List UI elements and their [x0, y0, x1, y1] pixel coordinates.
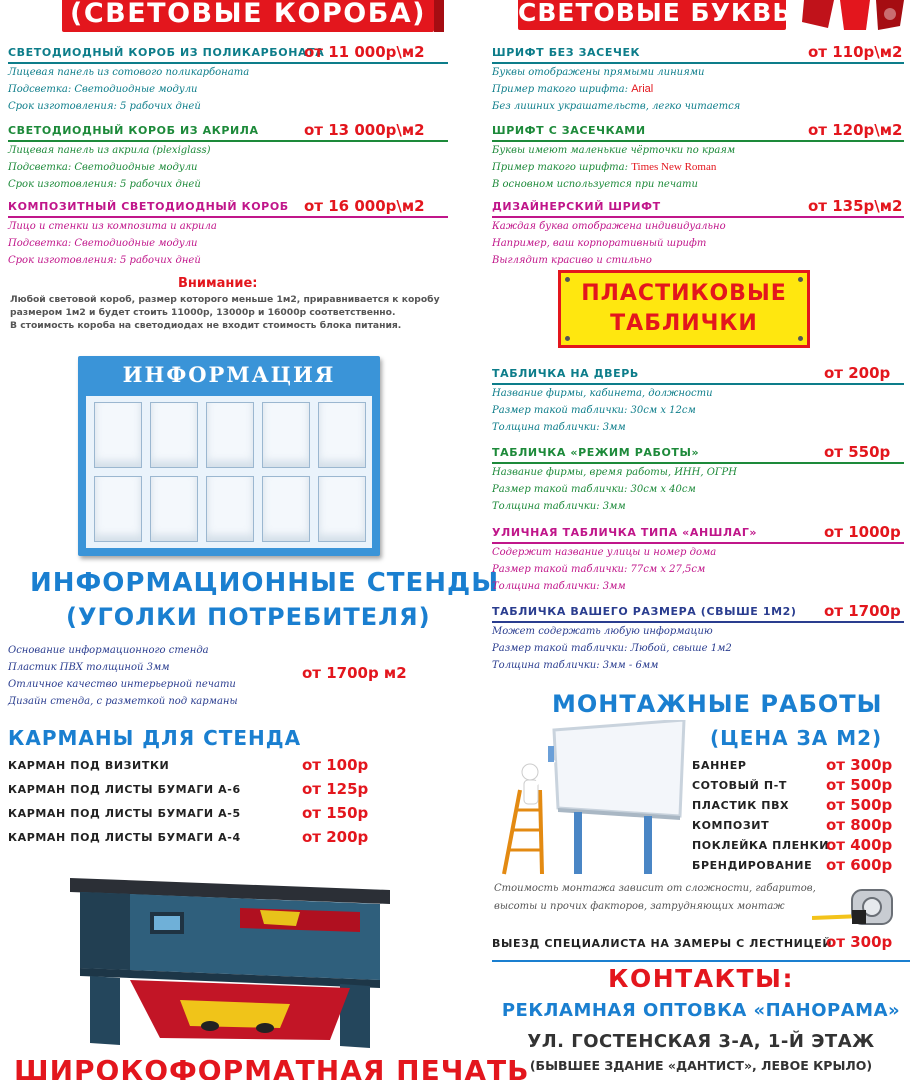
- note-line: Стоимость монтажа зависит от сложности, габаритов,: [494, 883, 816, 894]
- item-line: Лицо и стенки из композита и акрила: [8, 221, 217, 232]
- letter-item-serif: [492, 121, 904, 193]
- banner-shadow: [434, 0, 444, 32]
- mounting-price: от 500р: [826, 776, 893, 794]
- mounting-price-list: [692, 756, 912, 886]
- item-price: от 550р: [824, 443, 891, 461]
- item-line: Название фирмы, кабинета, должности: [492, 388, 713, 399]
- info-stands-heading: ИНФОРМАЦИОННЫЕ СТЕНДЫ: [30, 568, 500, 598]
- contacts-address: УЛ. ГОСТЕНСКАЯ 3-А, 1-Й ЭТАЖ: [527, 1031, 875, 1052]
- item-line: Толщина таблички: 3мм: [492, 501, 626, 512]
- plastic-plates-sign-line: ПЛАСТИКОВЫЕ: [581, 281, 787, 306]
- item-title: ШРИФТ С ЗАСЕЧКАМИ: [492, 124, 646, 137]
- info-board-panel: [86, 396, 372, 548]
- plate-item-custom: [492, 602, 904, 674]
- stand-line: Основание информационного стенда: [8, 645, 209, 656]
- item-line: Размер такой таблички: 30см х 12см: [492, 405, 696, 416]
- mounting-subheading: (ЦЕНА ЗА М2): [710, 726, 883, 750]
- contacts-address-note: (БЫВШЕЕ ЗДАНИЕ «ДАНТИСТ», ЛЕВОЕ КРЫЛО): [529, 1058, 873, 1073]
- item-line: Подсветка: Светодиодные модули: [8, 162, 198, 173]
- mounting-name: КОМПОЗИТ: [692, 819, 770, 832]
- mounting-price: от 600р: [826, 856, 893, 874]
- measurement-visit-label: ВЫЕЗД СПЕЦИАЛИСТА НА ЗАМЕРЫ С ЛЕСТНИЦЕЙ: [492, 937, 833, 950]
- screw-icon: [798, 277, 803, 282]
- item-line: Размер такой таблички: 77см х 27,5см: [492, 564, 706, 575]
- pocket-name: КАРМАН ПОД ЛИСТЫ БУМАГИ А-4: [8, 831, 241, 844]
- attention-line: размером 1м2 и будет стоить 11000р, 13000р и 16000р соответственно.: [10, 307, 396, 318]
- info-stands-subheading: (УГОЛКИ ПОТРЕБИТЕЛЯ): [66, 603, 431, 631]
- light-boxes-banner: [62, 0, 434, 32]
- item-line: [492, 81, 904, 98]
- item-line: Может содержать любую информацию: [492, 626, 713, 637]
- attention-line: Любой световой короб, размер которого меньше 1м2, приравнивается к коробу: [10, 294, 440, 305]
- item-price: от 11 000р\м2: [304, 43, 425, 61]
- attention-line: В стоимость короба на светодиодах не входит стоимость блока питания.: [10, 320, 402, 331]
- pocket-price: от 200р: [302, 828, 369, 846]
- item-line: Размер такой таблички: 30см х 40см: [492, 484, 696, 495]
- item-line: Толщина таблички: 3мм - 6мм: [492, 660, 659, 671]
- contacts-title: КОНТАКТЫ:: [608, 964, 794, 993]
- item-line: Срок изготовления: 5 рабочих дней: [8, 101, 201, 112]
- item-line: Название фирмы, время работы, ИНН, ОГРН: [492, 467, 737, 478]
- mounting-name: БРЕНДИРОВАНИЕ: [692, 859, 813, 872]
- contacts-company: РЕКЛАМНАЯ ОПТОВКА «ПАНОРАМА»: [501, 1000, 901, 1021]
- board-pocket: [150, 476, 198, 542]
- mounting-price: от 800р: [826, 816, 893, 834]
- plate-item-street: [492, 523, 904, 595]
- mounting-name: ПОКЛЕЙКА ПЛЕНКИ: [692, 839, 829, 852]
- item-line: Толщина таблички: 3мм: [492, 581, 626, 592]
- board-pocket: [206, 476, 254, 542]
- font-example: Times New Roman: [631, 161, 717, 173]
- item-line: Срок изготовления: 5 рабочих дней: [8, 179, 201, 190]
- billboard-worker-illustration: [494, 720, 690, 880]
- item-line: Лицевая панель из сотового поликарбоната: [8, 67, 250, 78]
- item-line: [492, 159, 904, 176]
- board-pocket: [94, 402, 142, 468]
- item-line: Срок изготовления: 5 рабочих дней: [8, 255, 201, 266]
- item-line: Содержит название улицы и номер дома: [492, 547, 717, 558]
- item-title: ТАБЛИЧКА НА ДВЕРЬ: [492, 367, 639, 380]
- item-line: Выглядит красиво и стильно: [492, 255, 652, 266]
- mounting-note: [494, 880, 816, 916]
- pocket-name: КАРМАН ПОД ЛИСТЫ БУМАГИ А-6: [8, 783, 241, 796]
- plate-item-schedule: [492, 443, 904, 515]
- item-line: Каждая буква отображена индивидуально: [492, 221, 726, 232]
- wide-print-heading: ШИРОКОФОРМАТНАЯ ПЕЧАТЬ: [14, 1054, 530, 1080]
- item-title: ТАБЛИЧКА ВАШЕГО РАЗМЕРА (СВЫШЕ 1М2): [492, 605, 797, 618]
- wide-format-printer-illustration: [60, 860, 410, 1050]
- item-title: СВЕТОДИОДНЫЙ КОРОБ ИЗ АКРИЛА: [8, 124, 259, 137]
- item-price: от 16 000р\м2: [304, 197, 425, 215]
- letters-banner-text: СВЕТОВЫЕ БУКВЫ: [518, 0, 800, 27]
- plastic-plates-sign-line: ТАБЛИЧКИ: [610, 311, 758, 336]
- light-box-item-acrylic: [8, 121, 448, 193]
- board-pocket: [150, 402, 198, 468]
- item-price: от 110р\м2: [808, 43, 903, 61]
- item-line: Буквы отображены прямыми линиями: [492, 67, 705, 78]
- info-board-illustration: [78, 356, 380, 556]
- board-pocket: [318, 476, 366, 542]
- item-title: ТАБЛИЧКА «РЕЖИМ РАБОТЫ»: [492, 446, 700, 459]
- stand-line: Пластик ПВХ толщиной 3мм: [8, 662, 170, 673]
- item-price: от 135р\м2: [808, 197, 903, 215]
- item-title: КОМПОЗИТНЫЙ СВЕТОДИОДНЫЙ КОРОБ: [8, 200, 289, 213]
- board-pocket: [206, 402, 254, 468]
- plastic-plates-sign: [558, 270, 810, 348]
- mounting-price: от 400р: [826, 836, 893, 854]
- item-title: СВЕТОДИОДНЫЙ КОРОБ ИЗ ПОЛИКАРБОНАТА: [8, 46, 325, 59]
- pockets-list: [8, 756, 428, 856]
- item-price: от 1000р: [824, 523, 901, 541]
- pocket-name: КАРМАН ПОД ЛИСТЫ БУМАГИ А-5: [8, 807, 241, 820]
- pockets-heading: КАРМАНЫ ДЛЯ СТЕНДА: [8, 726, 302, 750]
- item-line: В основном используется при печати: [492, 179, 698, 190]
- light-boxes-banner-text: (СВЕТОВЫЕ КОРОБА): [69, 0, 427, 29]
- 3d-letters-decoration: [800, 0, 910, 34]
- item-line-text: Пример такого шрифта:: [492, 84, 632, 95]
- mounting-heading: МОНТАЖНЫЕ РАБОТЫ: [552, 690, 883, 718]
- pocket-price: от 100р: [302, 756, 369, 774]
- item-title: ШРИФТ БЕЗ ЗАСЕЧЕК: [492, 46, 641, 59]
- mounting-name: ПЛАСТИК ПВХ: [692, 799, 790, 812]
- item-price: от 200р: [824, 364, 891, 382]
- item-price: от 120р\м2: [808, 121, 903, 139]
- light-box-item-composite: [8, 197, 448, 269]
- plate-item-door: [492, 364, 904, 436]
- mounting-name: СОТОВЫЙ П-Т: [692, 779, 787, 792]
- screw-icon: [798, 336, 803, 341]
- mounting-name: БАННЕР: [692, 759, 747, 772]
- item-line: Подсветка: Светодиодные модули: [8, 84, 198, 95]
- attention-title: Внимание:: [178, 276, 258, 291]
- mounting-price: от 500р: [826, 796, 893, 814]
- item-line: Лицевая панель из акрила (plexiglass): [8, 145, 211, 156]
- letter-item-designer: [492, 197, 904, 269]
- info-board-title: ИНФОРМАЦИЯ: [122, 362, 336, 387]
- pocket-price: от 125р: [302, 780, 369, 798]
- pocket-price: от 150р: [302, 804, 369, 822]
- screw-icon: [565, 336, 570, 341]
- item-line: Толщина таблички: 3мм: [492, 422, 626, 433]
- info-stands-description: [8, 642, 238, 710]
- font-example: Arial: [631, 83, 654, 95]
- board-pocket: [318, 402, 366, 468]
- tape-measure-icon: [812, 884, 896, 930]
- stand-line: Отличное качество интерьерной печати: [8, 679, 236, 690]
- item-price: от 13 000р\м2: [304, 121, 425, 139]
- board-pocket: [262, 476, 310, 542]
- info-stands-price: от 1700р м2: [302, 664, 407, 682]
- letter-item-sans: [492, 43, 904, 115]
- letters-banner: [518, 0, 800, 30]
- light-box-item-polycarbonate: [8, 43, 448, 115]
- measurement-visit-price: от 300р: [826, 933, 893, 951]
- pocket-name: КАРМАН ПОД ВИЗИТКИ: [8, 759, 170, 772]
- item-line: Без лишних украшательств, легко читается: [492, 101, 741, 112]
- attention-note: [10, 293, 440, 332]
- item-title: ДИЗАЙНЕРСКИЙ ШРИФТ: [492, 200, 661, 213]
- stand-line: Дизайн стенда, с разметкой под карманы: [8, 696, 238, 707]
- item-price: от 1700р: [824, 602, 901, 620]
- board-pocket: [94, 476, 142, 542]
- screw-icon: [565, 277, 570, 282]
- item-line: Размер такой таблички: Любой, свыше 1м2: [492, 643, 732, 654]
- contacts-divider: [492, 960, 910, 962]
- item-line: Буквы имеют маленькие чёрточки по краям: [492, 145, 736, 156]
- mounting-price: от 300р: [826, 756, 893, 774]
- note-line: высоты и прочих факторов, затрудняющих монтаж: [494, 901, 785, 912]
- item-line: Например, ваш корпоративный шрифт: [492, 238, 707, 249]
- item-line-text: Пример такого шрифта:: [492, 162, 632, 173]
- item-line: Подсветка: Светодиодные модули: [8, 238, 198, 249]
- item-title: УЛИЧНАЯ ТАБЛИЧКА ТИПА «АНШЛАГ»: [492, 526, 758, 539]
- board-pocket: [262, 402, 310, 468]
